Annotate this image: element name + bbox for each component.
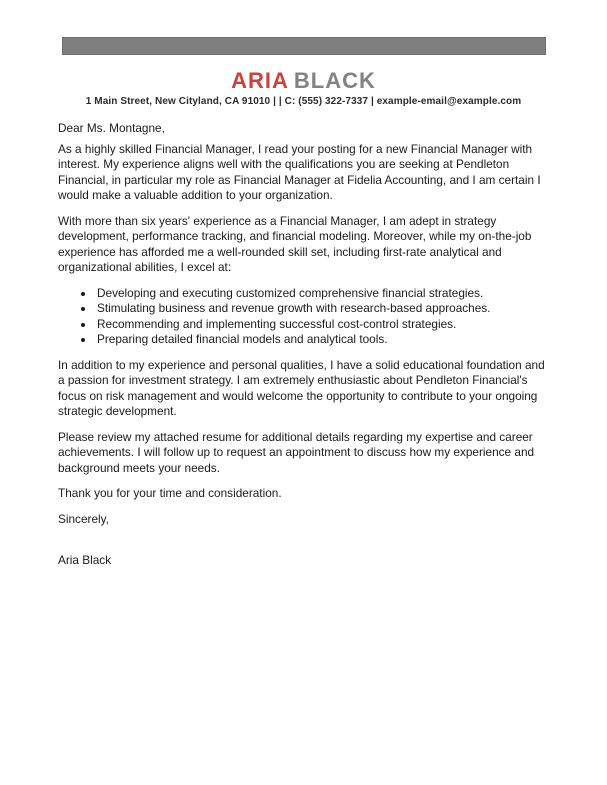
letter-body (58, 121, 549, 569)
contact-line: 1 Main Street, New Cityland, CA 91010 | | C: (555) 322-7337 | example-email@example.com (85, 96, 522, 107)
thank-you-line: Thank you for your time and consideration. (58, 486, 282, 500)
paragraph-education: In addition to my experience and personal qualities, I have a solid educational foundation and a passion for investment strategy. I am extremely enthusiastic about Pendleton Financial's focus on risk management and would welcome the opportunity to contribute to your ongoing strategic development. (58, 357, 545, 418)
salutation: Dear Ms. Montagne, (58, 121, 165, 135)
candidate-first-name: ARIA (231, 68, 289, 93)
header-bar (62, 37, 546, 55)
skill-item: • Preparing detailed financial models and analytical tools. (95, 332, 549, 348)
skill-item: • Stimulating business and revenue growth with research-based approaches. (95, 301, 549, 317)
paragraph-experience: With more than six years' experience as a Financial Manager, I am adept in strategy development, performance tracking, and financial modeling. Moreover, while my on-the-job experience has afforded me a well-rounded skill set, including first-rate analytical and organizational abilities, I excel at: (58, 213, 532, 274)
skill-item: • Developing and executing customized comprehensive financial strategies. (95, 286, 549, 302)
signoff: Sincerely, (58, 511, 109, 526)
skills-list (58, 286, 549, 348)
candidate-last-name: BLACK (293, 68, 376, 93)
skill-item: • Recommending and implementing successful cost-control strategies. (95, 317, 549, 333)
paragraph-resume: Please review my attached resume for additional details regarding my expertise and career achievements. I will follow up to request an appointment to discuss how my experience and background meets your needs. (58, 429, 535, 475)
paragraph-intro: As a highly skilled Financial Manager, I read your posting for a new Financial Manager with interest. My experience aligns well with the qualifications you are seeking at Pendleton Financial, in particular my role as Financial Manager at Fidelia Accounting, and I am certain I would make a valuable addition to your organization. (58, 141, 541, 202)
signature-name: Aria Black (58, 553, 112, 567)
candidate-name (0, 68, 607, 93)
letter-header (0, 68, 607, 108)
